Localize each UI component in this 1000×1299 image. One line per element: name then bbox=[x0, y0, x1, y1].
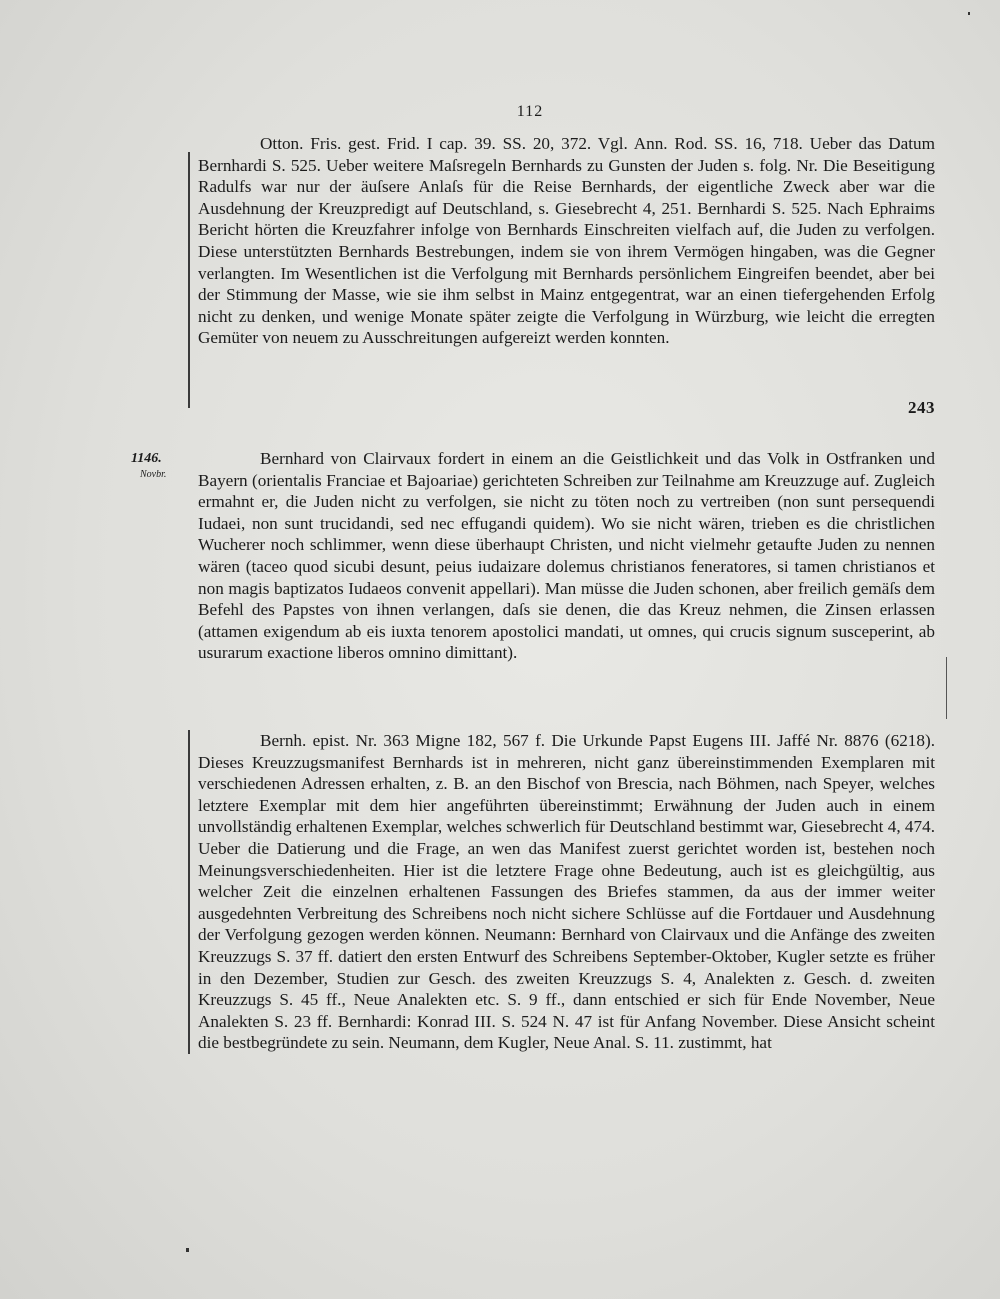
notes-block bbox=[198, 133, 935, 349]
margin-date-month: Novbr. bbox=[140, 469, 167, 480]
reference-paragraph: Bernh. epist. Nr. 363 Migne 182, 567 f. Die Urkunde Papst Eugens III. Jaffé Nr. 8876 (6218). Dieses Kreuzzugsmanifest Bernhards ist in mehreren, nicht ganz übereinstimmenden Exemplaren mit verschiedenen Adressen erhalten, z. B. an den Bischof von Brescia, nach Böhmen, nach Speyer, welches letztere Exemplar mit dem hier angeführten übereinstimmt; Erwähnung der Juden auch in einem unvollständig erhaltenen Exemplar, welches schwerlich für Deutschland bestimmt war, Giesebrecht 4, 474. Ueber die Datierung und die Frage, an wen das Manifest zuerst gerichtet worden ist, bestehen noch Meinungsverschiedenheiten. Hier ist die letztere Frage ohne Bedeutung, auch ist es gleichgültig, aus welcher Zeit die einzelnen erhaltenen Fassungen des Briefes stammen, da aus der immer weiter ausgedehnten Verbreitung des Schreibens noch nicht sichere Schlüsse auf die Fortdauer und Ausdehnung der Verfolgung gezogen werden können. Neumann: Bernhard von Clairvaux und die Anfänge des zweiten Kreuzzugs S. 37 ff. datiert den ersten Entwurf des Schreibens September-Oktober, Kugler setzte es früher in den Dezember, Studien zur Gesch. des zweiten Kreuzzugs S. 4, Analekten z. Gesch. d. zweiten Kreuzzugs S. 45 ff., Neue Analekten etc. S. 9 ff., dann entschied er sich für Ende November, Neue Analekten S. 23 ff. Bernhardi: Konrad III. S. 524 N. 47 ist für Anfang November. Diese Ansicht scheint die bestbegründete zu sein. Neumann, dem Kugler, Neue Anal. S. 11. zustimmt, hat bbox=[198, 731, 935, 1053]
page-number: 112 bbox=[516, 103, 544, 120]
margin-pencil-mark bbox=[946, 657, 947, 719]
margin-rule-top bbox=[188, 152, 190, 408]
main-entry-block bbox=[198, 448, 935, 664]
reference-block bbox=[198, 730, 935, 1054]
entry-number: 243 bbox=[908, 398, 935, 417]
main-paragraph: Bernhard von Clairvaux fordert in einem an die Geistlichkeit und das Volk in Ostfranken und Bayern (orientalis Franciae et Bajoariae) gerichteten Schreiben zur Teilnahme am Kreuzzuge auf. Zugleich ermahnt er, die Juden nicht zu verfolgen, sie nicht zu töten noch zu vertreiben (non sunt persequendi Iudaei, non sunt trucidandi, sed nec effugandi quidem). Wo sie nicht wären, trieben es die christlichen Wucherer noch schlimmer, wenn diese überhaupt Christen, und nicht vielmehr getaufte Juden zu nennen wären (taceo quod sicubi desunt, peius iudaizare dolemus christianos feneratores, si tamen christianos et non magis baptizatos Iudaeos convenit appellari). Man müsse die Juden schonen, aber freilich gemäſs dem Befehl des Papstes von ihnen verlangen, daſs sie denen, die das Kreuz nehmen, die Zinsen erlassen (attamen exigendum ab eis iuxta tenorem apostolici mandati, ut omnes, qui crucis signum susceperint, ab usurarum exactione liberos omnino dimittant). bbox=[198, 449, 935, 663]
margin-rule-bottom bbox=[188, 730, 190, 1054]
speck-mark bbox=[186, 1248, 189, 1252]
margin-date-year: 1146. bbox=[131, 451, 162, 466]
notes-paragraph: Otton. Fris. gest. Frid. I cap. 39. SS. 20, 372. Vgl. Ann. Rod. SS. 16, 718. Ueber das Datum Bernhardi S. 525. Ueber weitere Maſsregeln Bernhards zu Gunsten der Juden s. folg. Nr. Die Beseitigung Radulfs war nur der äuſsere Anlaſs für die Reise Bernhards, der eigentliche Zweck aber war die Ausdehnung der Kreuzpredigt auf Deutschland, s. Giesebrecht 4, 251. Bernhardi S. 525. Nach Ephraims Bericht hörten die Kreuzfahrer infolge von Bernhards Einschreiten vielfach auf, die Juden zu verfolgen. Diese unterstützten Bernhards Bestrebungen, indem sie von ihrem Vermögen hingaben, was die Gegner verlangten. Im Wesentlichen ist die Verfolgung mit Bernhards persönlichem Eingreifen beendet, aber bei der Stimmung der Masse, wie sie ihm selbst in Mainz entgegentrat, war an einen tiefergehenden Erfolg nicht zu denken, und wenige Monate später zeigte die Verfolgung in Würzburg, wie leicht die erregten Gemüter von neuem zu Ausschreitungen aufgereizt werden konnten. bbox=[198, 134, 935, 348]
speck-mark bbox=[968, 12, 970, 15]
